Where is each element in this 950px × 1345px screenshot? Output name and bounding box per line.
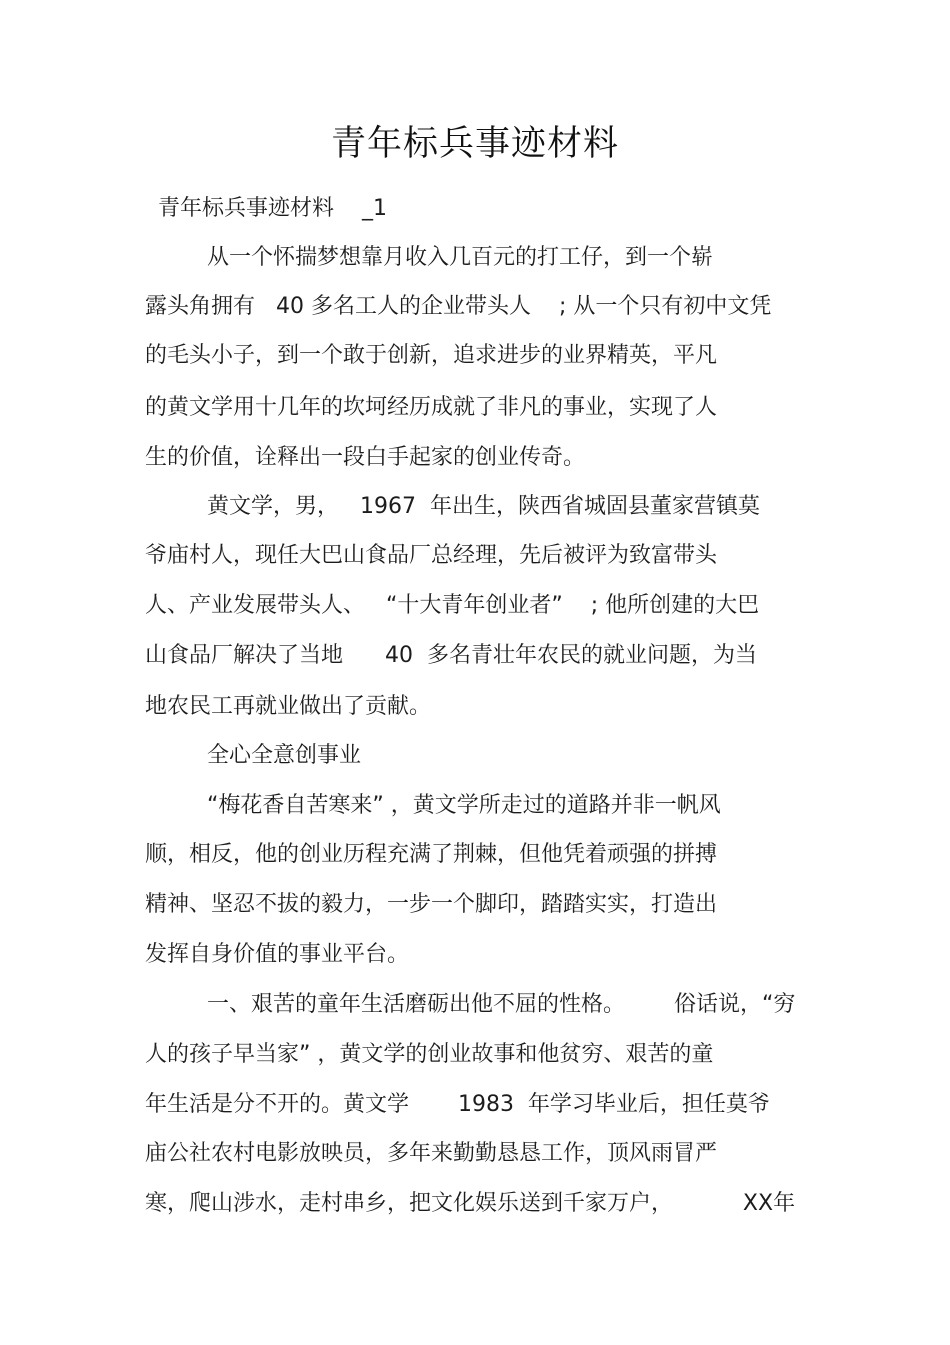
paragraph-line: 发挥自身价值的事业平台。 [145, 942, 410, 967]
document-title: 青年标兵事迹材料 [330, 124, 619, 164]
paragraph-line: 山食品厂解决了当地 40 多名青壮年农民的就业问题，为当 [145, 643, 757, 668]
paragraph-line: 顺，相反，他的创业历程充满了荆棘，但他凭着顽强的拼搏 [145, 842, 718, 867]
paragraph-line: 寒，爬山涉水，走村串乡，把文化娱乐送到千家万户， XX年 [145, 1191, 796, 1216]
paragraph-line: 的毛头小子，到一个敢于创新，追求进步的业界精英，平凡 [145, 343, 718, 368]
paragraph-line: 人的孩子早当家” ，黄文学的创业故事和他贫穷、艰苦的童 [145, 1042, 714, 1067]
section-heading: 全心全意创事业 [207, 743, 362, 768]
paragraph-line: 庙公社农村电影放映员，多年来勤勤恳恳工作，顶风雨冒严 [145, 1141, 718, 1166]
paragraph-line: 一、艰苦的童年生活磨砺出他不屈的性格。 俗话说，“穷 [207, 992, 796, 1017]
paragraph-line: 精神、坚忍不拔的毅力，一步一个脚印，踏踏实实，打造出 [145, 892, 718, 917]
paragraph-line: 年生活是分不开的。黄文学 1983 年学习毕业后，担任莫爷 [145, 1092, 770, 1117]
paragraph-line: 从一个怀揣梦想靠月收入几百元的打工仔，到一个崭 [207, 245, 714, 270]
paragraph-line: 生的价值，诠释出一段白手起家的创业传奇。 [145, 445, 586, 470]
paragraph-line: 人、产业发展带头人、 “十大青年创业者” ; 他所创建的大巴 [145, 593, 760, 618]
paragraph-line: 的黄文学用十几年的坎坷经历成就了非凡的事业，实现了人 [145, 395, 718, 420]
paragraph-line: 地农民工再就业做出了贡献。 [145, 694, 432, 719]
paragraph-line: “梅花香自苦寒来” ，黄文学所走过的道路并非一帆风 [207, 793, 721, 818]
document-subtitle: 青年标兵事迹材料 _1 [158, 196, 387, 221]
paragraph-line: 黄文学，男， 1967 年出生，陕西省城固县董家营镇莫 [207, 494, 760, 519]
paragraph-line: 爷庙村人，现任大巴山食品厂总经理，先后被评为致富带头 [145, 543, 718, 568]
paragraph-line: 露头角拥有 40 多名工人的企业带头人 ; 从一个只有初中文凭 [145, 294, 772, 319]
